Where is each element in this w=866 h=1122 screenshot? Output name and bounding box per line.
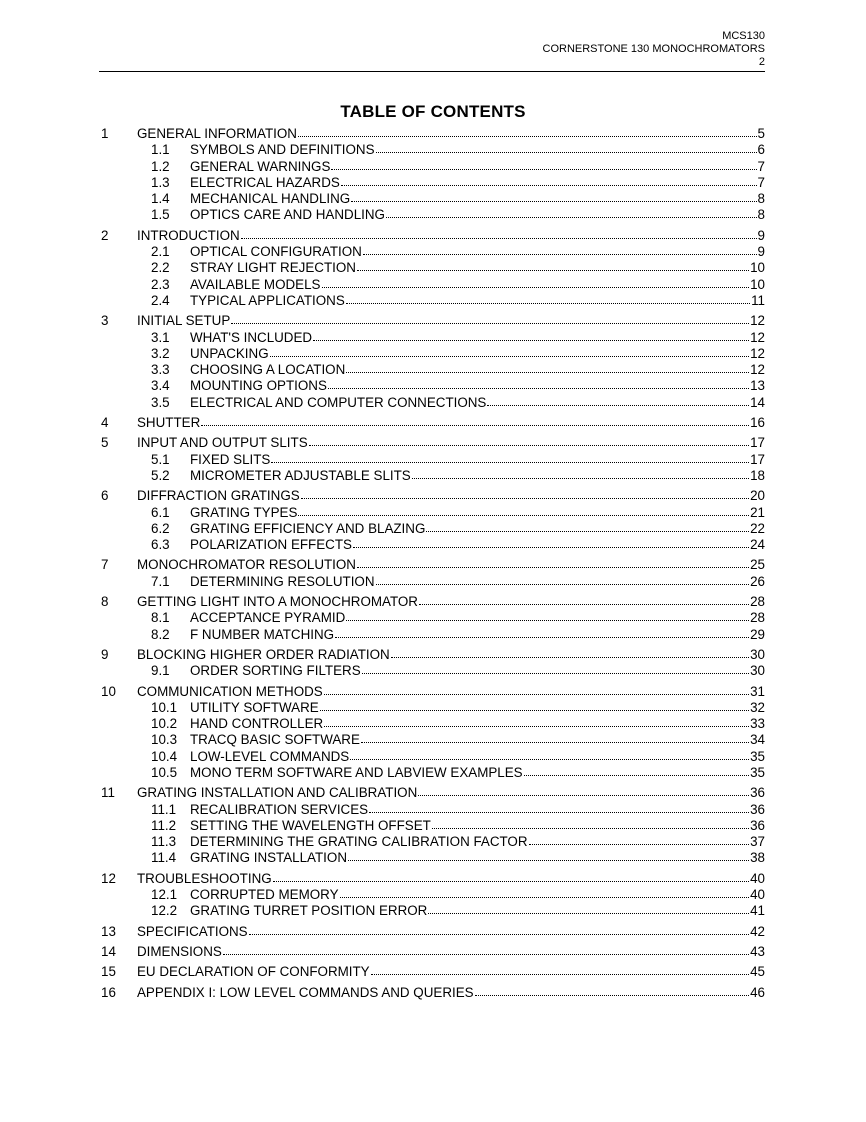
toc-entry-subsection[interactable] (99, 468, 765, 484)
toc-entry-number: 10.4 (151, 748, 178, 764)
toc-entry-subsection[interactable] (99, 903, 765, 919)
toc-entry-label: ORDER SORTING FILTERS (190, 663, 361, 679)
toc-entry-number: 11.1 (151, 801, 177, 817)
toc-entry-subsection[interactable] (99, 574, 765, 590)
toc-entry-subsection[interactable] (99, 834, 765, 850)
toc-entry-number: 11.3 (151, 834, 177, 850)
header-model: MCS130 (722, 30, 765, 42)
toc-entry-label: EU DECLARATION OF CONFORMITY (137, 964, 370, 980)
toc-entry-number: 1.4 (151, 191, 170, 207)
toc-entry-number: 8.2 (151, 626, 170, 642)
dot-leader (346, 610, 749, 622)
toc-entry-subsection[interactable] (99, 452, 765, 468)
toc-entry-page: 31 (750, 683, 765, 699)
toc-entry-label: MECHANICAL HANDLING (190, 191, 351, 207)
toc-entry-label: MONO TERM SOFTWARE AND LABVIEW EXAMPLES (190, 764, 523, 780)
dot-leader (362, 663, 749, 675)
toc-entry-chapter[interactable] (99, 415, 765, 431)
toc-entry-label: F NUMBER MATCHING (190, 626, 335, 642)
toc-entry-subsection[interactable] (99, 700, 765, 716)
toc-entry-number: 1.5 (151, 207, 170, 223)
toc-section (99, 944, 765, 960)
dot-leader (346, 362, 749, 374)
toc-section (99, 415, 765, 431)
toc-entry-number: 3.5 (151, 394, 170, 410)
toc-entry-page: 12 (750, 362, 765, 378)
toc-entry-label: TROUBLESHOOTING (137, 870, 272, 886)
toc-entry-number: 10.1 (151, 699, 178, 715)
dot-leader (428, 903, 749, 915)
toc-entry-label: LOW-LEVEL COMMANDS (190, 748, 350, 764)
toc-entry-subsection[interactable] (99, 850, 765, 866)
toc-entry-number: 3.3 (151, 362, 170, 378)
dot-leader (328, 378, 749, 390)
toc-entry-number: 11.4 (151, 850, 177, 866)
toc-section (99, 594, 765, 643)
toc-entry-label: SPECIFICATIONS (137, 923, 248, 939)
toc-entry-page: 28 (750, 594, 765, 610)
toc-entry-subsection[interactable] (99, 260, 765, 276)
toc-entry-number: 15 (101, 964, 116, 980)
toc-entry-subsection[interactable] (99, 521, 765, 537)
toc-entry-page: 14 (750, 394, 765, 410)
dot-leader (529, 834, 750, 846)
toc-entry-page: 17 (750, 451, 765, 467)
toc-entry-page: 36 (750, 817, 765, 833)
toc-entry-subsection[interactable] (99, 818, 765, 834)
dot-leader (309, 435, 749, 447)
toc-entry-label: RECALIBRATION SERVICES (190, 801, 369, 817)
toc-entry-label: SYMBOLS AND DEFINITIONS (190, 142, 375, 158)
toc-entry-label: GRATING TYPES (190, 504, 298, 520)
toc-entry-chapter[interactable] (99, 985, 765, 1001)
toc-entry-page: 9 (757, 244, 765, 260)
toc-section (99, 488, 765, 553)
toc-entry-subsection[interactable] (99, 802, 765, 818)
toc-entry-subsection[interactable] (99, 732, 765, 748)
toc-entry-page: 42 (750, 923, 765, 939)
toc-entry-number: 10 (101, 683, 116, 699)
toc-entry-number: 11.2 (151, 817, 177, 833)
toc-entry-number: 2.1 (151, 244, 170, 260)
dot-leader (348, 850, 749, 862)
toc-entry-label: DIMENSIONS (137, 943, 222, 959)
toc-entry-page: 45 (750, 964, 765, 980)
toc-entry-page: 41 (750, 903, 765, 919)
toc-entry-number: 9.1 (151, 663, 170, 679)
toc-entry-page: 46 (750, 984, 765, 1000)
table-of-contents (99, 126, 765, 1005)
toc-entry-number: 10.5 (151, 764, 178, 780)
dot-leader (298, 126, 757, 138)
toc-entry-label: GRATING EFFICIENCY AND BLAZING (190, 520, 426, 536)
toc-entry-chapter[interactable] (99, 488, 765, 504)
toc-entry-label: INTRODUCTION (137, 227, 240, 243)
toc-entry-label: SETTING THE WAVELENGTH OFFSET (190, 817, 431, 833)
toc-entry-subsection[interactable] (99, 346, 765, 362)
toc-entry-page: 10 (750, 276, 765, 292)
toc-section (99, 647, 765, 680)
toc-entry-subsection[interactable] (99, 142, 765, 158)
toc-entry-number: 6.3 (151, 537, 170, 553)
toc-entry-label: INPUT AND OUTPUT SLITS (137, 435, 308, 451)
toc-section (99, 684, 765, 782)
toc-entry-number: 1.2 (151, 158, 170, 174)
toc-entry-label: MONOCHROMATOR RESOLUTION (137, 557, 356, 573)
toc-entry-label: INITIAL SETUP (137, 313, 231, 329)
dot-leader (298, 505, 749, 517)
toc-entry-number: 5.1 (151, 451, 170, 467)
toc-entry-page: 18 (750, 467, 765, 483)
toc-section (99, 785, 765, 866)
page-title: TABLE OF CONTENTS (340, 102, 526, 121)
toc-entry-subsection[interactable] (99, 191, 765, 207)
toc-entry-label: POLARIZATION EFFECTS (190, 537, 352, 553)
toc-section (99, 871, 765, 920)
toc-entry-chapter[interactable] (99, 594, 765, 610)
toc-entry-page: 16 (750, 415, 765, 431)
toc-entry-chapter[interactable] (99, 785, 765, 801)
toc-entry-number: 6.2 (151, 520, 170, 536)
toc-entry-label: GETTING LIGHT INTO A MONOCHROMATOR (137, 594, 418, 610)
dot-leader (363, 244, 757, 256)
toc-entry-number: 14 (101, 943, 116, 959)
dot-leader (301, 488, 749, 500)
toc-entry-number: 2.3 (151, 276, 170, 292)
toc-section (99, 228, 765, 309)
dot-leader (313, 330, 749, 342)
toc-entry-label: OPTICAL CONFIGURATION (190, 244, 362, 260)
toc-entry-page: 32 (750, 699, 765, 715)
toc-entry-page: 17 (750, 435, 765, 451)
dot-leader (386, 207, 757, 219)
toc-entry-label: ELECTRICAL HAZARDS (190, 174, 340, 190)
toc-entry-subsection[interactable] (99, 330, 765, 346)
toc-entry-page: 5 (757, 126, 765, 141)
toc-entry-page: 25 (750, 557, 765, 573)
dot-leader (346, 293, 750, 305)
toc-entry-subsection[interactable] (99, 175, 765, 191)
toc-entry-subsection[interactable] (99, 362, 765, 378)
dot-leader (487, 395, 749, 407)
dot-leader (412, 468, 749, 480)
dot-leader (320, 700, 749, 712)
toc-entry-label: ACCEPTANCE PYRAMID (190, 610, 346, 626)
toc-entry-number: 9 (101, 646, 109, 662)
toc-section (99, 313, 765, 411)
toc-entry-number: 12.1 (151, 887, 178, 903)
toc-entry-number: 6.1 (151, 504, 170, 520)
toc-entry-label: GRATING INSTALLATION AND CALIBRATION (137, 785, 418, 801)
dot-leader (361, 732, 749, 744)
dot-leader (271, 452, 749, 464)
toc-entry-page: 30 (750, 663, 765, 679)
toc-entry-label: GRATING TURRET POSITION ERROR (190, 903, 428, 919)
toc-entry-number: 4 (101, 415, 109, 431)
toc-entry-number: 12.2 (151, 903, 178, 919)
toc-entry-subsection[interactable] (99, 207, 765, 223)
toc-entry-label: UNPACKING (190, 345, 269, 361)
toc-entry-subsection[interactable] (99, 378, 765, 394)
toc-entry-chapter[interactable] (99, 647, 765, 663)
toc-entry-page: 40 (750, 870, 765, 886)
toc-entry-label: GENERAL WARNINGS (190, 158, 331, 174)
toc-entry-page: 24 (750, 537, 765, 553)
dot-leader (524, 765, 750, 777)
dot-leader (324, 684, 749, 696)
dot-leader (241, 228, 757, 240)
toc-section (99, 985, 765, 1001)
toc-entry-label: SHUTTER (137, 415, 201, 431)
dot-leader (357, 557, 749, 569)
toc-entry-chapter[interactable] (99, 964, 765, 980)
toc-entry-subsection[interactable] (99, 765, 765, 781)
toc-entry-subsection[interactable] (99, 887, 765, 903)
toc-entry-number: 10.2 (151, 716, 178, 732)
dot-leader (357, 260, 749, 272)
toc-entry-number: 1 (101, 126, 109, 141)
toc-entry-chapter[interactable] (99, 684, 765, 700)
toc-entry-subsection[interactable] (99, 505, 765, 521)
toc-entry-number: 6 (101, 488, 109, 504)
toc-entry-label: OPTICS CARE AND HANDLING (190, 207, 385, 223)
toc-entry-label: DIFFRACTION GRATINGS (137, 488, 300, 504)
header-rule (99, 71, 765, 72)
toc-entry-page: 13 (750, 378, 765, 394)
toc-entry-chapter[interactable] (99, 944, 765, 960)
toc-entry-number: 3 (101, 313, 109, 329)
toc-entry-page: 35 (750, 764, 765, 780)
dot-leader (426, 521, 749, 533)
dot-leader (350, 749, 749, 761)
toc-entry-page: 12 (750, 329, 765, 345)
toc-entry-page: 20 (750, 488, 765, 504)
toc-entry-page: 6 (757, 142, 765, 158)
toc-entry-label: COMMUNICATION METHODS (137, 683, 323, 699)
toc-entry-label: GRATING INSTALLATION (190, 850, 347, 866)
toc-entry-label: FIXED SLITS (190, 451, 271, 467)
toc-entry-page: 34 (750, 732, 765, 748)
toc-entry-label: CORRUPTED MEMORY (190, 887, 339, 903)
toc-entry-page: 7 (757, 158, 765, 174)
toc-entry-number: 2 (101, 227, 109, 243)
toc-entry-subsection[interactable] (99, 395, 765, 411)
toc-entry-number: 13 (101, 923, 116, 939)
toc-entry-page: 43 (750, 943, 765, 959)
toc-section (99, 126, 765, 224)
dot-leader (331, 159, 756, 171)
toc-entry-label: UTILITY SOFTWARE (190, 699, 319, 715)
toc-entry-page: 29 (750, 626, 765, 642)
dot-leader (340, 887, 750, 899)
toc-section (99, 557, 765, 590)
toc-entry-label: DETERMINING THE GRATING CALIBRATION FACTOR (190, 834, 528, 850)
dot-leader (351, 191, 756, 203)
dot-leader (419, 594, 749, 606)
dot-leader (391, 647, 749, 659)
toc-entry-subsection[interactable] (99, 277, 765, 293)
toc-entry-chapter[interactable] (99, 126, 765, 142)
toc-entry-page: 9 (757, 227, 765, 243)
toc-entry-subsection[interactable] (99, 159, 765, 175)
toc-entry-label: ELECTRICAL AND COMPUTER CONNECTIONS (190, 394, 487, 410)
toc-entry-chapter[interactable] (99, 871, 765, 887)
toc-entry-subsection[interactable] (99, 293, 765, 309)
toc-entry-page: 22 (750, 520, 765, 536)
toc-entry-label: GENERAL INFORMATION (137, 126, 297, 141)
toc-entry-subsection[interactable] (99, 627, 765, 643)
toc-entry-page: 37 (750, 834, 765, 850)
toc-entry-page: 33 (750, 716, 765, 732)
toc-entry-number: 8 (101, 594, 109, 610)
toc-entry-page: 28 (750, 610, 765, 626)
toc-entry-number: 2.2 (151, 260, 170, 276)
dot-leader (432, 818, 749, 830)
toc-entry-label: MOUNTING OPTIONS (190, 378, 327, 394)
toc-section (99, 924, 765, 940)
dot-leader (223, 944, 749, 956)
dot-leader (249, 924, 749, 936)
toc-entry-label: APPENDIX I: LOW LEVEL COMMANDS AND QUERIES (137, 984, 474, 1000)
toc-entry-page: 21 (750, 504, 765, 520)
dot-leader (371, 964, 749, 976)
toc-entry-subsection[interactable] (99, 716, 765, 732)
dot-leader (376, 574, 750, 586)
toc-entry-number: 7.1 (151, 573, 170, 589)
toc-entry-chapter[interactable] (99, 924, 765, 940)
toc-entry-label: AVAILABLE MODELS (190, 276, 321, 292)
toc-entry-label: CHOOSING A LOCATION (190, 362, 346, 378)
toc-entry-chapter[interactable] (99, 435, 765, 451)
toc-entry-page: 8 (757, 207, 765, 223)
toc-entry-page: 35 (750, 748, 765, 764)
toc-entry-label: MICROMETER ADJUSTABLE SLITS (190, 467, 411, 483)
toc-entry-page: 7 (757, 174, 765, 190)
toc-entry-number: 8.1 (151, 610, 170, 626)
header-product: CORNERSTONE 130 MONOCHROMATORS (542, 43, 765, 55)
toc-entry-label: HAND CONTROLLER (190, 716, 324, 732)
toc-entry-subsection[interactable] (99, 749, 765, 765)
toc-entry-number: 11 (101, 785, 115, 801)
toc-entry-chapter[interactable] (99, 557, 765, 573)
dot-leader (324, 716, 749, 728)
toc-entry-page: 12 (750, 313, 765, 329)
toc-entry-number: 3.1 (151, 329, 170, 345)
toc-entry-label: STRAY LIGHT REJECTION (190, 260, 356, 276)
toc-entry-number: 3.2 (151, 345, 170, 361)
toc-entry-page: 12 (750, 345, 765, 361)
dot-leader (475, 985, 750, 997)
toc-entry-number: 7 (101, 557, 109, 573)
toc-entry-chapter[interactable] (99, 228, 765, 244)
page-header (543, 30, 765, 69)
toc-entry-label: TYPICAL APPLICATIONS (190, 292, 345, 308)
toc-section (99, 435, 765, 484)
toc-entry-label: WHAT'S INCLUDED (190, 329, 313, 345)
dot-leader (341, 175, 757, 187)
dot-leader (335, 627, 749, 639)
toc-entry-chapter[interactable] (99, 313, 765, 329)
header-page-number: 2 (758, 56, 765, 68)
dot-leader (201, 415, 749, 427)
dot-leader (273, 871, 749, 883)
toc-entry-subsection[interactable] (99, 537, 765, 553)
dot-leader (322, 277, 750, 289)
toc-entry-number: 16 (101, 984, 116, 1000)
toc-entry-number: 10.3 (151, 732, 178, 748)
toc-section (99, 964, 765, 980)
dot-leader (376, 142, 757, 154)
toc-entry-page: 26 (750, 573, 765, 589)
toc-entry-label: DETERMINING RESOLUTION (190, 573, 375, 589)
toc-entry-page: 40 (750, 887, 765, 903)
dot-leader (353, 537, 749, 549)
toc-entry-page: 8 (757, 191, 765, 207)
toc-entry-subsection[interactable] (99, 244, 765, 260)
toc-entry-page: 11 (751, 292, 765, 308)
dot-leader (418, 785, 749, 797)
dot-leader (231, 313, 749, 325)
dot-leader (369, 802, 749, 814)
toc-entry-number: 1.3 (151, 174, 170, 190)
toc-entry-page: 36 (750, 801, 765, 817)
toc-entry-number: 3.4 (151, 378, 170, 394)
toc-entry-page: 38 (750, 850, 765, 866)
toc-entry-number: 1.1 (151, 142, 170, 158)
toc-entry-number: 12 (101, 870, 116, 886)
toc-entry-subsection[interactable] (99, 610, 765, 626)
toc-entry-label: BLOCKING HIGHER ORDER RADIATION (137, 646, 390, 662)
toc-entry-page: 30 (750, 646, 765, 662)
toc-entry-subsection[interactable] (99, 663, 765, 679)
toc-entry-label: TRACQ BASIC SOFTWARE (190, 732, 360, 748)
toc-entry-page: 36 (750, 785, 765, 801)
toc-entry-number: 2.4 (151, 292, 170, 308)
dot-leader (270, 346, 749, 358)
toc-entry-page: 10 (750, 260, 765, 276)
toc-entry-number: 5 (101, 435, 109, 451)
toc-entry-number: 5.2 (151, 467, 170, 483)
